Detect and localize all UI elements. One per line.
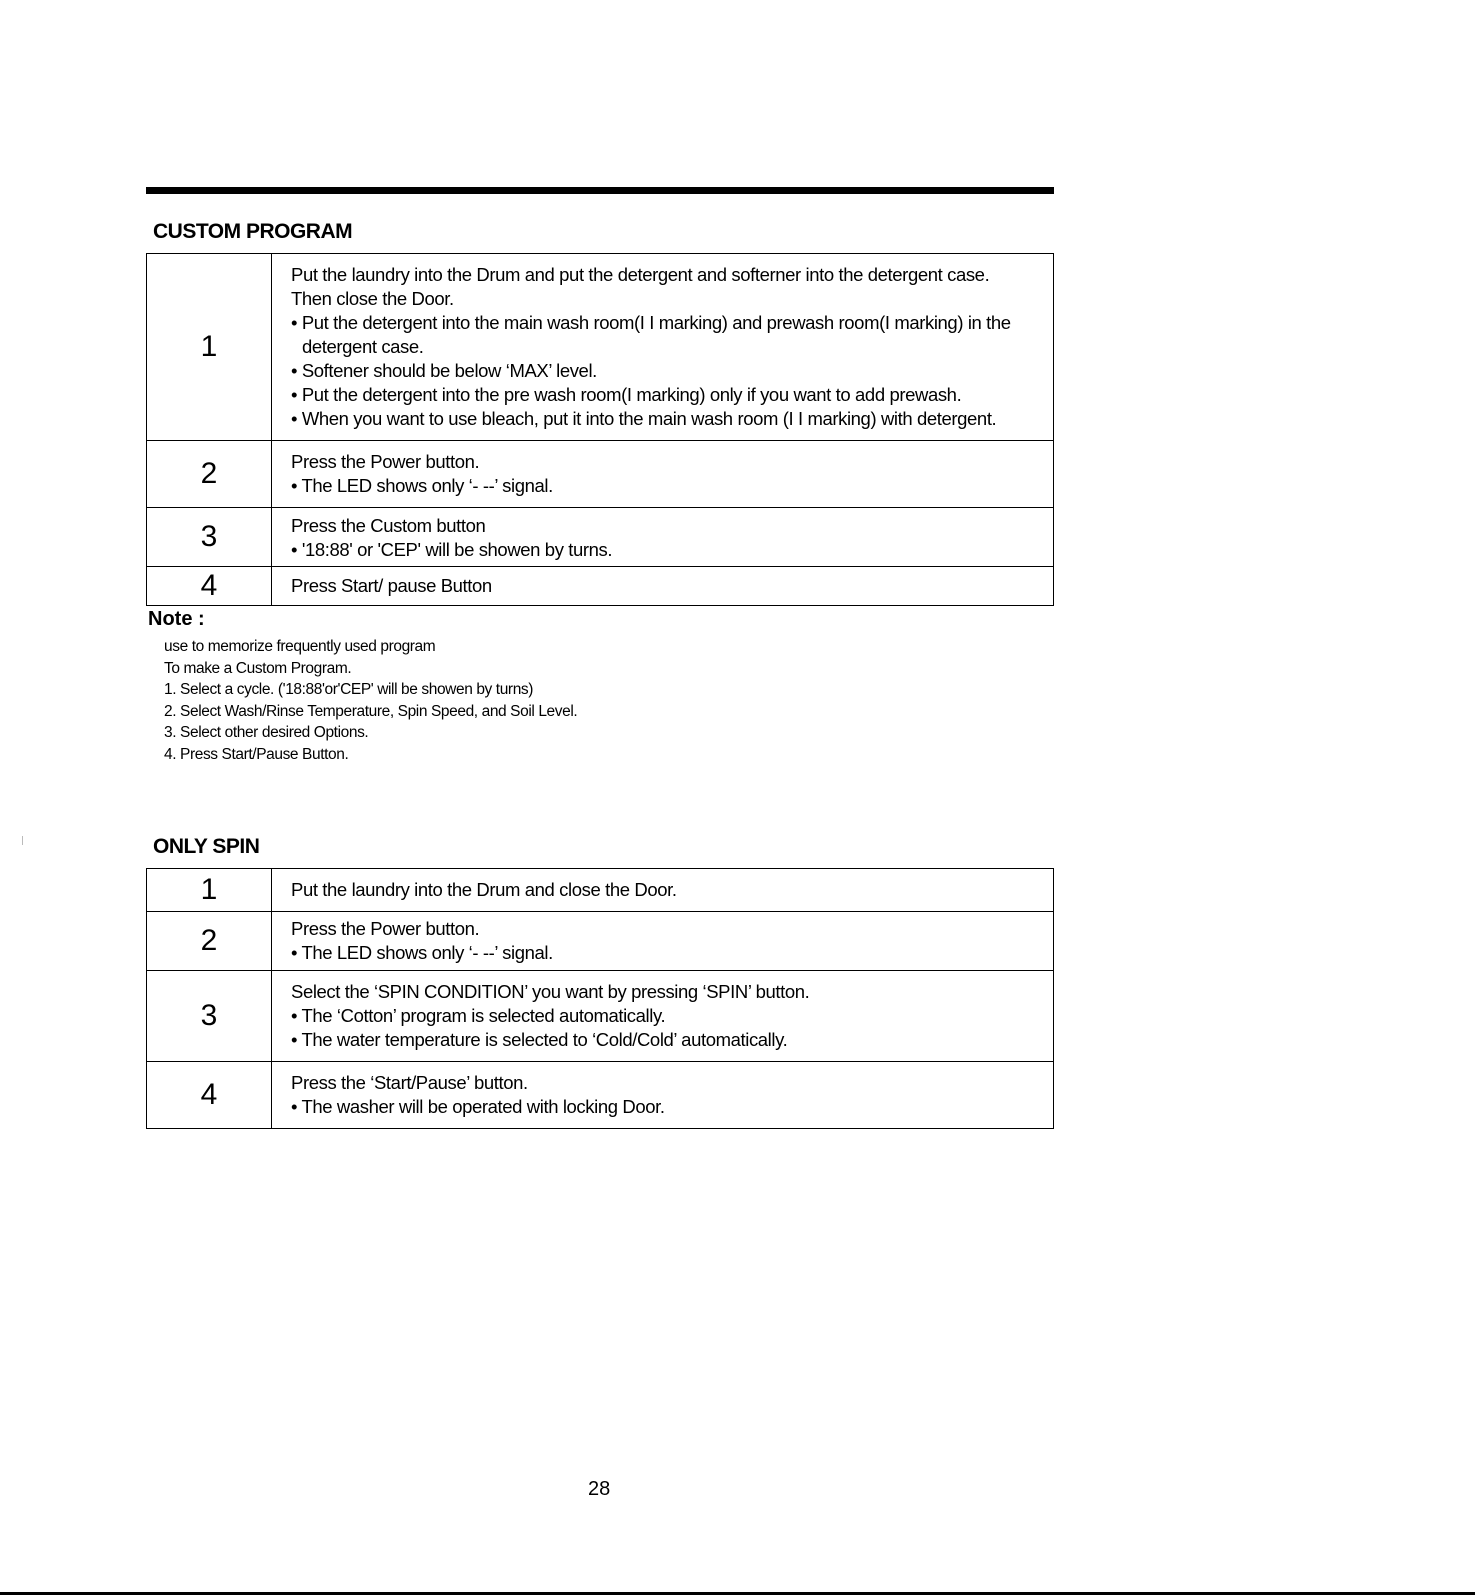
step-line: Put the laundry into the Drum and close the Door. (291, 879, 677, 900)
step-number: 1 (147, 869, 272, 912)
step-text (272, 508, 1054, 567)
note-line: 1. Select a cycle. ('18:88'or'CEP' will be showen by turns) (164, 681, 534, 698)
step-number: 4 (147, 1062, 272, 1129)
step-number: 4 (147, 567, 272, 606)
step-text (272, 912, 1054, 971)
step-bullet: • The LED shows only ‘- --’ signal. (291, 475, 553, 496)
page-number: 28 (588, 1478, 611, 1500)
step-text (272, 971, 1054, 1062)
table-row (147, 912, 1054, 971)
step-text (272, 441, 1054, 508)
step-text (272, 869, 1054, 912)
step-bullet: • Put the detergent into the main wash room(I I marking) and prewash room(I marking) in the detergent case. (291, 312, 1011, 357)
top-rule (146, 187, 1054, 194)
note-line: 2. Select Wash/Rinse Temperature, Spin Speed, and Soil Level. (164, 702, 578, 720)
table-row (147, 254, 1054, 441)
table-row (147, 869, 1054, 912)
only-spin-table (146, 868, 1054, 1129)
note-line: 3. Select other desired Options. (164, 724, 369, 741)
step-bullet: • '18:88' or 'CEP' will be showen by turns. (291, 539, 613, 560)
step-text (272, 567, 1054, 606)
step-text (272, 1062, 1054, 1129)
custom-program-title: CUSTOM PROGRAM (153, 220, 353, 243)
step-bullet: • Softener should be below ‘MAX’ level. (291, 360, 597, 381)
step-number: 2 (147, 912, 272, 971)
step-bullet: • The washer will be operated with locking Door. (291, 1096, 665, 1117)
step-bullet: • The ‘Cotton’ program is selected automatically. (291, 1005, 666, 1026)
note-line: 4. Press Start/Pause Button. (164, 745, 349, 763)
step-text (272, 254, 1054, 441)
note-title: Note : (148, 608, 205, 630)
step-number: 3 (147, 508, 272, 567)
margin-mark (22, 836, 23, 845)
step-bullet: • When you want to use bleach, put it into the main wash room (I I marking) with detergent. (291, 408, 997, 429)
custom-program-table (146, 253, 1054, 606)
note-body (164, 636, 577, 765)
step-number: 3 (147, 971, 272, 1062)
step-line: Press the Power button. (291, 918, 480, 939)
step-line: Select the ‘SPIN CONDITION’ you want by pressing ‘SPIN’ button. (291, 981, 810, 1002)
note-line: use to memorize frequently used program (164, 638, 436, 655)
only-spin-title: ONLY SPIN (153, 835, 260, 858)
table-row (147, 441, 1054, 508)
step-line: Press Start/ pause Button (291, 575, 492, 596)
step-line: Then close the Door. (291, 288, 454, 309)
table-row (147, 567, 1054, 606)
step-line: Press the ‘Start/Pause’ button. (291, 1072, 528, 1093)
step-bullet: • The LED shows only ‘- --’ signal. (291, 942, 553, 963)
step-number: 2 (147, 441, 272, 508)
step-bullet: • The water temperature is selected to ‘Cold/Cold’ automatically. (291, 1029, 788, 1050)
table-row (147, 1062, 1054, 1129)
note-line: To make a Custom Program. (164, 659, 352, 677)
step-line: Put the laundry into the Drum and put the detergent and softerner into the detergent case. (291, 264, 990, 285)
step-line: Press the Power button. (291, 451, 480, 472)
table-row (147, 971, 1054, 1062)
table-row (147, 508, 1054, 567)
step-bullet: • Put the detergent into the pre wash room(I marking) only if you want to add prewash. (291, 384, 962, 405)
step-line: Press the Custom button (291, 515, 486, 536)
step-number: 1 (147, 254, 272, 441)
